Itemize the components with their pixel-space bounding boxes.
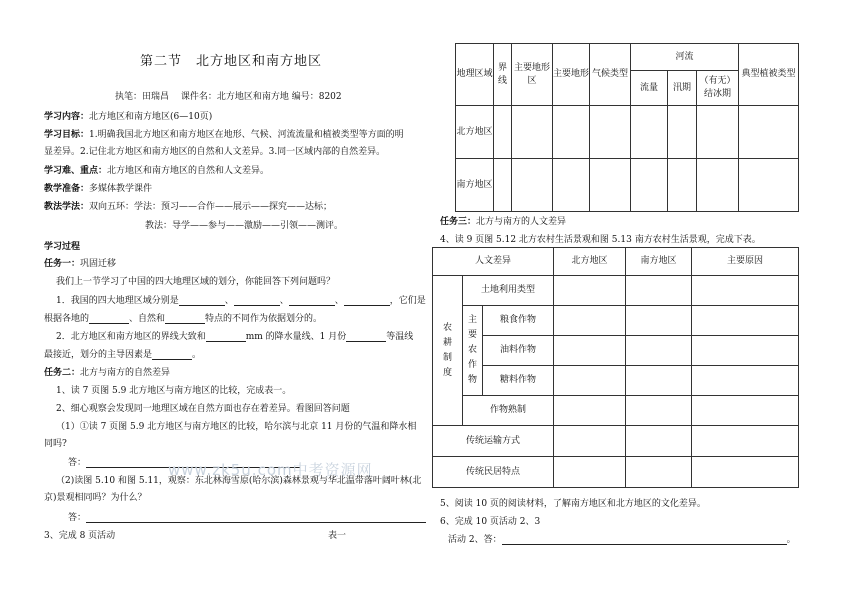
task1-label: 任务一：: [44, 259, 81, 269]
cell[interactable]: [626, 276, 692, 306]
q1-line-2: 根据各地的 、自然和 特点的不同作为依据划分的。: [44, 314, 323, 324]
cell-transport: 传统运输方式: [433, 426, 554, 457]
cell[interactable]: [554, 396, 626, 426]
cell-maturity: 作物熟制: [463, 396, 554, 426]
q2-blank-1[interactable]: [206, 332, 246, 342]
task3-text: 北方与南方的人文差异: [476, 217, 567, 227]
q1-line: 1．我国的四大地理区域分别是 、 、 、 ，它们是: [56, 296, 426, 306]
cell[interactable]: [554, 306, 626, 336]
cell[interactable]: [626, 457, 692, 488]
cell-oil: 油料作物: [483, 336, 554, 366]
content-label: 学习内容：: [44, 112, 90, 122]
cell-farming: 农耕制度: [433, 276, 463, 426]
task2-item-3b: 同吗?: [44, 439, 67, 449]
task2-item-2: 2、细心观察会发现同一地理区域在自然方面也存在着差异。看图回答问题: [56, 404, 350, 414]
cell[interactable]: [553, 106, 590, 159]
task2-item-3: （1）①读 7 页图 5.9 北方地区与南方地区的比较，哈尔滨与北京 11 月份的气温和降水相: [56, 422, 417, 432]
key-text: 北方地区和南方地区的自然和人文差异。: [107, 166, 270, 176]
q1-blank-1[interactable]: [179, 296, 225, 306]
cell[interactable]: [692, 396, 799, 426]
th-main-landform-area: 主要地形区: [512, 44, 553, 106]
th-climate: 气候类型: [590, 44, 631, 106]
th-reason: 主要原因: [692, 248, 799, 276]
task1-text: 巩固迁移: [80, 259, 117, 269]
cell[interactable]: [631, 106, 668, 159]
q1-blank-2[interactable]: [234, 296, 280, 306]
cell[interactable]: [626, 426, 692, 457]
th-south: 南方地区: [626, 248, 692, 276]
cell[interactable]: [494, 106, 512, 159]
q1-blank-6[interactable]: [165, 314, 205, 324]
th-north: 北方地区: [554, 248, 626, 276]
cell[interactable]: [590, 159, 631, 212]
cell[interactable]: [626, 366, 692, 396]
key-label: 学习难、重点：: [44, 166, 108, 176]
task2-row: [44, 365, 170, 378]
prep-row: [44, 181, 152, 194]
author-line: 执笔：田瑞昌 课件名：北方地区和南方地 编号：8202: [115, 92, 342, 102]
th-main-landform: 主要地形: [553, 44, 590, 106]
q2-blank-2[interactable]: [346, 332, 386, 342]
task2-item-4: （2)读图 5.10 和图 5.11，观察：东北林海雪原(哈尔滨)森林景观与华北温带落叶阔叶林(北: [56, 476, 422, 486]
page-title: 第二节 北方地区和南方地区: [140, 54, 323, 69]
th-flood: 汛期: [668, 71, 697, 106]
cell-houses: 传统民居特点: [433, 457, 554, 488]
cell[interactable]: [739, 159, 799, 212]
method-row: [44, 199, 332, 212]
task1-intro: 我们上一节学习了中国的四大地理区域的划分，你能回答下列问题吗？: [56, 277, 336, 287]
q1-blank-5[interactable]: [89, 314, 129, 324]
cell[interactable]: [631, 159, 668, 212]
answer-blank-2[interactable]: [86, 513, 426, 523]
cell[interactable]: [554, 366, 626, 396]
method-text-1: 双向五环：学法：预习——合作——展示——探究——达标；: [89, 202, 333, 212]
task1-row: [44, 256, 116, 269]
content-text: 北方地区和南方地区(6—10页): [89, 112, 213, 122]
cell[interactable]: [697, 159, 739, 212]
cell[interactable]: [626, 306, 692, 336]
cell[interactable]: [553, 159, 590, 212]
task3-row: [440, 214, 566, 227]
row-south: 南方地区: [456, 159, 494, 212]
cell[interactable]: [697, 106, 739, 159]
cell[interactable]: [739, 106, 799, 159]
key-row: [44, 163, 269, 176]
goals-text-2: 显差异。2.记住北方地区和南方地区的自然和人文差异。3.同一区域内部的自然差异。: [44, 147, 386, 157]
cell[interactable]: [554, 426, 626, 457]
cell-land-use: 土地利用类型: [463, 276, 554, 306]
th-vegetation: 典型植被类型: [739, 44, 799, 106]
task3-item-6: 6、完成 10 页活动 2、3: [440, 517, 541, 527]
th-region: 地理区域: [456, 44, 494, 106]
content-row: [44, 109, 212, 122]
table-human-differences: [432, 247, 799, 488]
cell[interactable]: [668, 159, 697, 212]
task2-item-5: 3、完成 8 页活动: [44, 531, 116, 541]
q2-line-2: 最接近，划分的主导因素是 。: [44, 350, 202, 360]
cell[interactable]: [692, 306, 799, 336]
cell[interactable]: [512, 106, 553, 159]
goals-row: [44, 127, 404, 140]
cell[interactable]: [554, 457, 626, 488]
cell[interactable]: [512, 159, 553, 212]
cell[interactable]: [554, 276, 626, 306]
method-text-2: 教法：导学——参与——激励——引领——测评。: [145, 221, 344, 231]
q1-blank-3[interactable]: [289, 296, 335, 306]
table-caption: 表一: [328, 531, 347, 541]
cell[interactable]: [692, 366, 799, 396]
goals-text-1: 1.明确我国北方地区和南方地区在地形、气候、河流流量和植被类型等方面的明: [89, 130, 404, 140]
task2-item-1: 1、读 7 页图 5.9 北方地区与南方地区的比较，完成表一。: [56, 386, 292, 396]
th-river: 河流: [631, 44, 739, 71]
cell[interactable]: [626, 396, 692, 426]
answer-row-2: 答：: [68, 510, 426, 523]
table-row: [456, 106, 799, 159]
q2-blank-3[interactable]: [152, 350, 192, 360]
activity-answer-row: 活动 2、答： 。: [448, 535, 796, 545]
cell[interactable]: [668, 106, 697, 159]
cell[interactable]: [626, 336, 692, 366]
task3-item-5: 5、阅读 10 页的阅读材料，了解南方地区和北方地区的文化差异。: [440, 499, 706, 509]
th-ice: （有无）结冰期: [697, 71, 739, 106]
table-row: [456, 159, 799, 212]
th-diff: 人文差异: [433, 248, 554, 276]
q1-blank-4[interactable]: [344, 296, 390, 306]
cell[interactable]: [494, 159, 512, 212]
watermark: www.zk5u.com中考资源网: [168, 461, 373, 479]
cell[interactable]: [692, 336, 799, 366]
th-flow: 流量: [631, 71, 668, 106]
cell[interactable]: [590, 106, 631, 159]
cell[interactable]: [554, 336, 626, 366]
row-north: 北方地区: [456, 106, 494, 159]
task2-label: 任务二：: [44, 368, 81, 378]
cell[interactable]: [692, 426, 799, 457]
answer-row-1: 答：: [68, 455, 300, 468]
process-label: 学习过程: [44, 242, 81, 252]
cell-main-crops: 主要农作物: [463, 306, 483, 396]
task2-item-4b: 京)景观相同吗？为什么？: [44, 493, 147, 503]
cell-grain: 粮食作物: [483, 306, 554, 336]
cell[interactable]: [692, 457, 799, 488]
cell[interactable]: [692, 276, 799, 306]
prep-label: 教学准备：: [44, 184, 90, 194]
q2-line: 2．北方地区和南方地区的界线大致和 mm 的降水量线、1 月份 等温线: [56, 332, 414, 342]
prep-text: 多媒体教学课件: [89, 184, 153, 194]
activity-answer-blank[interactable]: [502, 535, 787, 545]
task3-label: 任务三：: [440, 217, 477, 227]
table-natural-differences: [455, 43, 799, 212]
method-label: 教法学法：: [44, 202, 90, 212]
task3-item-4: 4、读 9 页图 5.12 北方农村生活景观和图 5.13 南方农村生活景观，完成下表。: [440, 235, 761, 245]
th-boundary: 界线: [494, 44, 512, 106]
task2-text: 北方与南方的自然差异: [80, 368, 171, 378]
cell-sugar: 糖料作物: [483, 366, 554, 396]
goals-label: 学习目标：: [44, 130, 90, 140]
